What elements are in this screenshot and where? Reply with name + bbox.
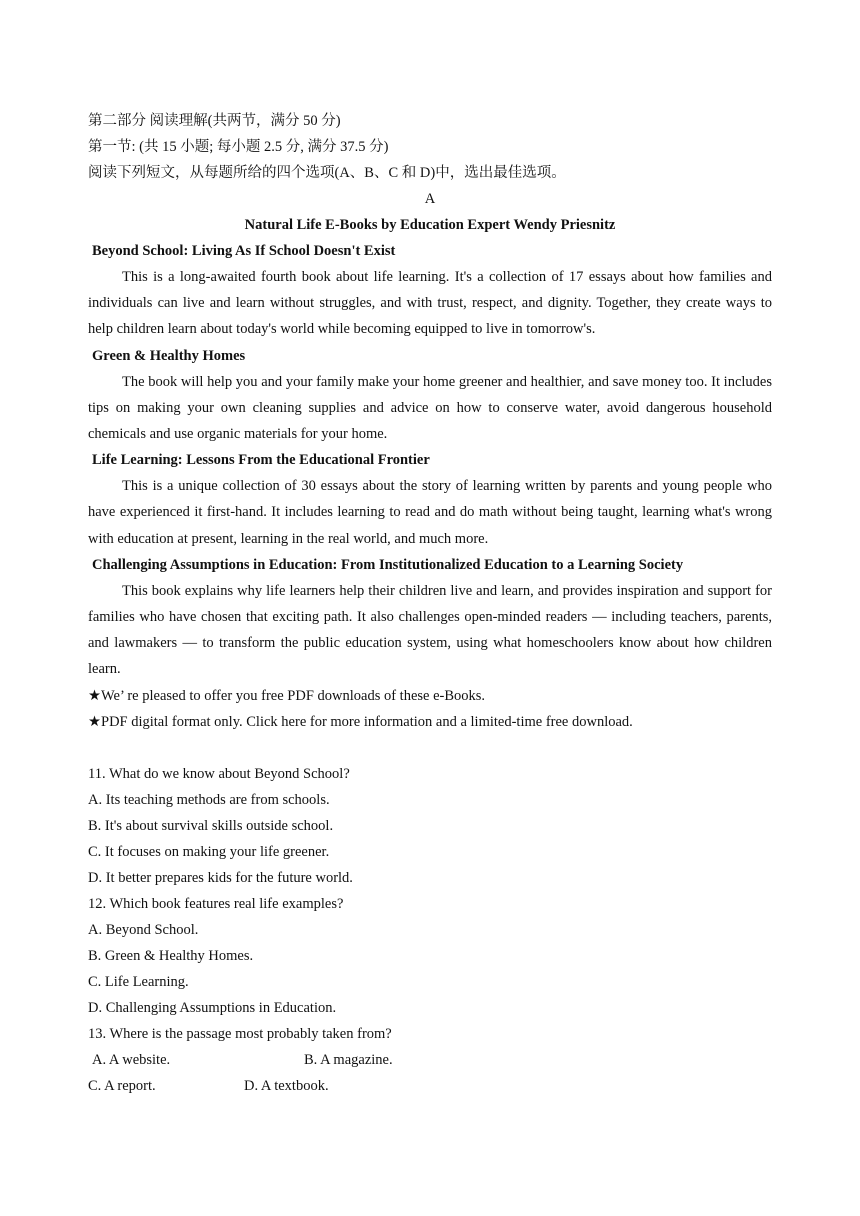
question-11-option-b[interactable]: B. It's about survival skills outside school. xyxy=(88,817,334,834)
note-pdf-format: ★PDF digital format only. Click here for more information and a limited-time free download. xyxy=(88,713,633,730)
question-13-option-c[interactable]: C. A report. xyxy=(88,1077,156,1094)
question-12-option-d[interactable]: D. Challenging Assumptions in Education. xyxy=(88,999,337,1016)
question-12-option-a[interactable]: A. Beyond School. xyxy=(88,921,199,938)
passage-title: Natural Life E-Books by Education Expert Wendy Priesnitz xyxy=(244,217,616,233)
question-11-option-d[interactable]: D. It better prepares kids for the future world. xyxy=(88,869,353,886)
book-description-beyond-school: This is a long-awaited fourth book about life learning. It's a collection of 17 essays about how families and individuals can live and learn without struggles, and with trust, respect, and dignity. Together, they create ways to help children learn about today's world while becoming equipped to live in tomorrow's. xyxy=(88,269,772,338)
question-11-option-c[interactable]: C. It focuses on making your life greener. xyxy=(88,843,330,860)
page-content xyxy=(88,108,772,1099)
question-13-options-row-2 xyxy=(88,1073,772,1099)
instruction-text: 阅读下列短文，从每题所给的四个选项(A、B、C 和 D)中，选出最佳选项。 xyxy=(88,165,566,181)
section-heading: 第一节: (共 15 小题; 每小题 2.5 分, 满分 37.5 分) xyxy=(88,139,389,155)
question-13-stem: 13. Where is the passage most probably taken from? xyxy=(88,1025,392,1042)
passage-letter: A xyxy=(424,191,436,207)
question-13-options-row-1 xyxy=(88,1047,772,1073)
question-13-option-a[interactable]: A. A website. xyxy=(92,1051,171,1068)
book-heading-challenging-assumptions: Challenging Assumptions in Education: From Institutionalized Education to a Learning Society xyxy=(92,556,684,573)
spacer xyxy=(88,735,772,761)
question-13-option-b[interactable]: B. A magazine. xyxy=(304,1051,393,1068)
book-heading-life-learning: Life Learning: Lessons From the Educational Frontier xyxy=(92,452,430,469)
book-heading-beyond-school: Beyond School: Living As If School Doesn't Exist xyxy=(92,243,396,259)
note-free-download: ★We’ re pleased to offer you free PDF downloads of these e-Books. xyxy=(88,687,486,704)
question-11-option-a[interactable]: A. Its teaching methods are from schools. xyxy=(88,791,330,808)
question-12-option-b[interactable]: B. Green & Healthy Homes. xyxy=(88,947,254,964)
question-11-stem: 11. What do we know about Beyond School? xyxy=(88,765,350,782)
question-13-option-d[interactable]: D. A textbook. xyxy=(244,1077,329,1094)
book-heading-green-homes: Green & Healthy Homes xyxy=(92,347,246,364)
book-description-green-homes: The book will help you and your family make your home greener and healthier, and save money too. It includes tips on making your own cleaning supplies and advice on how to conserve water, avoid dangerous household chemicals and use organic materials for your home. xyxy=(88,373,772,443)
question-12-option-c[interactable]: C. Life Learning. xyxy=(88,973,189,990)
question-12-stem: 12. Which book features real life examples? xyxy=(88,895,344,912)
part-heading: 第二部分 阅读理解(共两节，满分 50 分) xyxy=(88,113,341,129)
book-description-challenging-assumptions: This book explains why life learners help their children live and learn, and provides inspiration and support for families who have chosen that exciting path. It also challenges open-minded readers — including teachers, parents, and lawmakers — to transform the public education system, using what homeschoolers know about how children learn. xyxy=(88,582,772,678)
book-description-life-learning: This is a unique collection of 30 essays about the story of learning written by parents and young people who have experienced it first-hand. It includes learning to read and do math without being taught, learning what's wrong with education at present, learning in the real world, and much more. xyxy=(88,478,772,547)
